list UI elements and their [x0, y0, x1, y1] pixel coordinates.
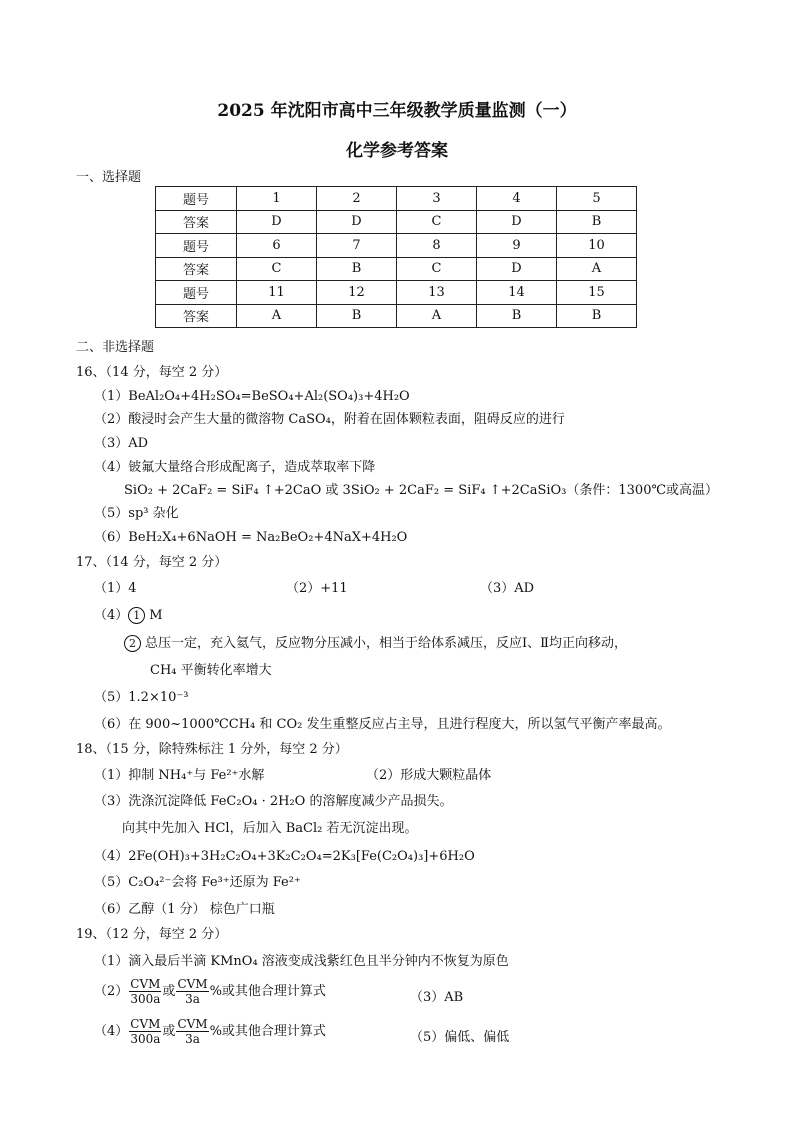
q16-answer-4: （4）铍氟大量络合形成配离子，造成萃取率下降 — [94, 460, 376, 475]
q17-answer-4-2 — [124, 632, 627, 652]
q16-answer-6: （6）BeH₂X₄+6NaOH = Na₂BeO₂+4NaX+4H₂O — [94, 530, 408, 545]
fraction-cvm-300a: $\frac{\text{CVM}}{300a}$ — [130, 1017, 161, 1046]
table-cell: 5 — [557, 187, 637, 211]
table-cell: 10 — [557, 234, 637, 258]
q19-answer-4 — [94, 1017, 326, 1046]
q19-answer-2 — [94, 977, 326, 1006]
q19-answer-3: （3）AB — [410, 990, 464, 1005]
table-cell: B — [557, 210, 637, 234]
table-cell: A — [397, 304, 477, 328]
table-cell: D — [477, 257, 557, 281]
q19-answer-2-suffix: %或其他合理计算式 — [209, 984, 326, 999]
table-row — [156, 210, 637, 234]
table-cell: C — [237, 257, 317, 281]
table-cell: B — [317, 257, 397, 281]
q18-answer-6: （6）乙醇（1 分） 棕色广口瓶 — [94, 902, 275, 917]
answer-table — [155, 186, 637, 328]
or-text: 或 — [162, 1024, 176, 1039]
q18-answer-3: （3）洗涤沉淀降低 FeC₂O₄ · 2H₂O 的溶解度减少产品损失。 — [94, 794, 453, 809]
or-text: 或 — [162, 984, 176, 999]
table-cell: A — [237, 304, 317, 328]
table-cell: 8 — [397, 234, 477, 258]
page-title: 2025 年沈阳市高中三年级教学质量监测（一） — [217, 101, 577, 121]
q17-header: 17、（14 分，每空 2 分） — [76, 555, 228, 570]
table-cell: 11 — [237, 281, 317, 305]
q19-answer-4-prefix: （4） — [94, 1024, 129, 1039]
q17-answer-2: （2）+11 — [286, 581, 348, 596]
q17-answer-6: （6）在 900~1000℃CH₄ 和 CO₂ 发生重整反应占主导，且进行程度大，所以氢气平衡产率最高。 — [94, 717, 671, 732]
table-row-label: 答案 — [156, 257, 237, 281]
table-cell: C — [397, 257, 477, 281]
table-row — [156, 234, 637, 258]
q18-header: 18、（15 分，除特殊标注 1 分外，每空 2 分） — [76, 742, 348, 757]
table-cell: B — [477, 304, 557, 328]
q19-answer-1: （1）滴入最后半滴 KMnO₄ 溶液变成浅紫红色且半分钟内不恢复为原色 — [94, 954, 509, 969]
table-cell: 4 — [477, 187, 557, 211]
table-row-label: 题号 — [156, 281, 237, 305]
q17-answer-3: （3）AD — [480, 581, 535, 596]
q17-answer-4-2-cont: CH₄ 平衡转化率增大 — [150, 663, 272, 678]
table-cell: 2 — [317, 187, 397, 211]
table-row — [156, 187, 637, 211]
fraction-cvm-3a: $\frac{\text{CVM}}{3a}$ — [177, 977, 208, 1006]
q19-answer-5: （5）偏低、偏低 — [410, 1030, 510, 1045]
q18-answer-3-cont: 向其中先加入 HCl，后加入 BaCl₂ 若无沉淀出现。 — [122, 821, 418, 836]
table-row — [156, 257, 637, 281]
table-cell: 3 — [397, 187, 477, 211]
q19-answer-2-prefix: （2） — [94, 984, 129, 999]
table-cell: 15 — [557, 281, 637, 305]
table-cell: 14 — [477, 281, 557, 305]
q18-answer-1: （1）抑制 NH₄⁺与 Fe²⁺水解 — [94, 768, 265, 783]
table-cell: 13 — [397, 281, 477, 305]
q17-answer-4-1: M — [149, 608, 163, 623]
table-cell: B — [317, 304, 397, 328]
fraction-cvm-300a: $\frac{\text{CVM}}{300a}$ — [130, 977, 161, 1006]
q17-answer-1: （1）4 — [94, 581, 137, 596]
page-subtitle: 化学参考答案 — [346, 141, 448, 161]
q16-answer-5: （5）sp³ 杂化 — [94, 506, 179, 521]
q18-answer-5: （5）C₂O₄²⁻会将 Fe³⁺还原为 Fe²⁺ — [94, 875, 301, 890]
table-cell: 12 — [317, 281, 397, 305]
table-cell: 1 — [237, 187, 317, 211]
table-cell: B — [557, 304, 637, 328]
q19-header: 19、（12 分，每空 2 分） — [76, 927, 228, 942]
fraction-cvm-3a: $\frac{\text{CVM}}{3a}$ — [177, 1017, 208, 1046]
q16-answer-1: （1）BeAl₂O₄+4H₂SO₄=BeSO₄+Al₂(SO₄)₃+4H₂O — [94, 389, 410, 404]
table-row — [156, 281, 637, 305]
table-row — [156, 304, 637, 328]
table-row-label: 答案 — [156, 304, 237, 328]
table-cell: 7 — [317, 234, 397, 258]
table-cell: A — [557, 257, 637, 281]
section-nonchoice-heading: 二、非选择题 — [76, 340, 155, 355]
q17-answer-5: （5）1.2×10⁻³ — [94, 690, 189, 705]
q16-answer-2: （2）酸浸时会产生大量的微溶物 CaSO₄，附着在固体颗粒表面，阻碍反应的进行 — [94, 412, 565, 427]
table-cell: D — [317, 210, 397, 234]
q16-header: 16、（14 分，每空 2 分） — [76, 365, 228, 380]
table-row-label: 题号 — [156, 234, 237, 258]
q16-answer-4-equation: SiO₂ + 2CaF₂ = SiF₄ ↑+2CaO 或 3SiO₂ + 2CaF₂ = SiF₄ ↑+2CaSiO₃（条件：1300℃或高温） — [124, 483, 719, 498]
table-row-label: 答案 — [156, 210, 237, 234]
q17-answer-4 — [94, 604, 163, 624]
q17-answer-4-prefix: （4） — [94, 608, 129, 623]
table-cell: D — [477, 210, 557, 234]
q18-answer-2: （2）形成大颗粒晶体 — [366, 768, 492, 783]
table-row-label: 题号 — [156, 187, 237, 211]
q18-answer-4: （4）2Fe(OH)₃+3H₂C₂O₄+3K₂C₂O₄=2K₃[Fe(C₂O₄)₃]+6H₂O — [94, 849, 475, 864]
section-choice-heading: 一、选择题 — [76, 170, 142, 185]
circled-number-1: 1 — [128, 607, 145, 624]
table-cell: C — [397, 210, 477, 234]
table-cell: 9 — [477, 234, 557, 258]
table-cell: D — [237, 210, 317, 234]
q16-answer-3: （3）AD — [94, 436, 149, 451]
circled-number-2: 2 — [124, 635, 141, 652]
q19-answer-4-suffix: %或其他合理计算式 — [209, 1024, 326, 1039]
table-cell: 6 — [237, 234, 317, 258]
q17-answer-4-2-text: 总压一定，充入氦气，反应物分压减小，相当于给体系减压，反应Ⅰ、Ⅱ均正向移动， — [145, 636, 627, 651]
